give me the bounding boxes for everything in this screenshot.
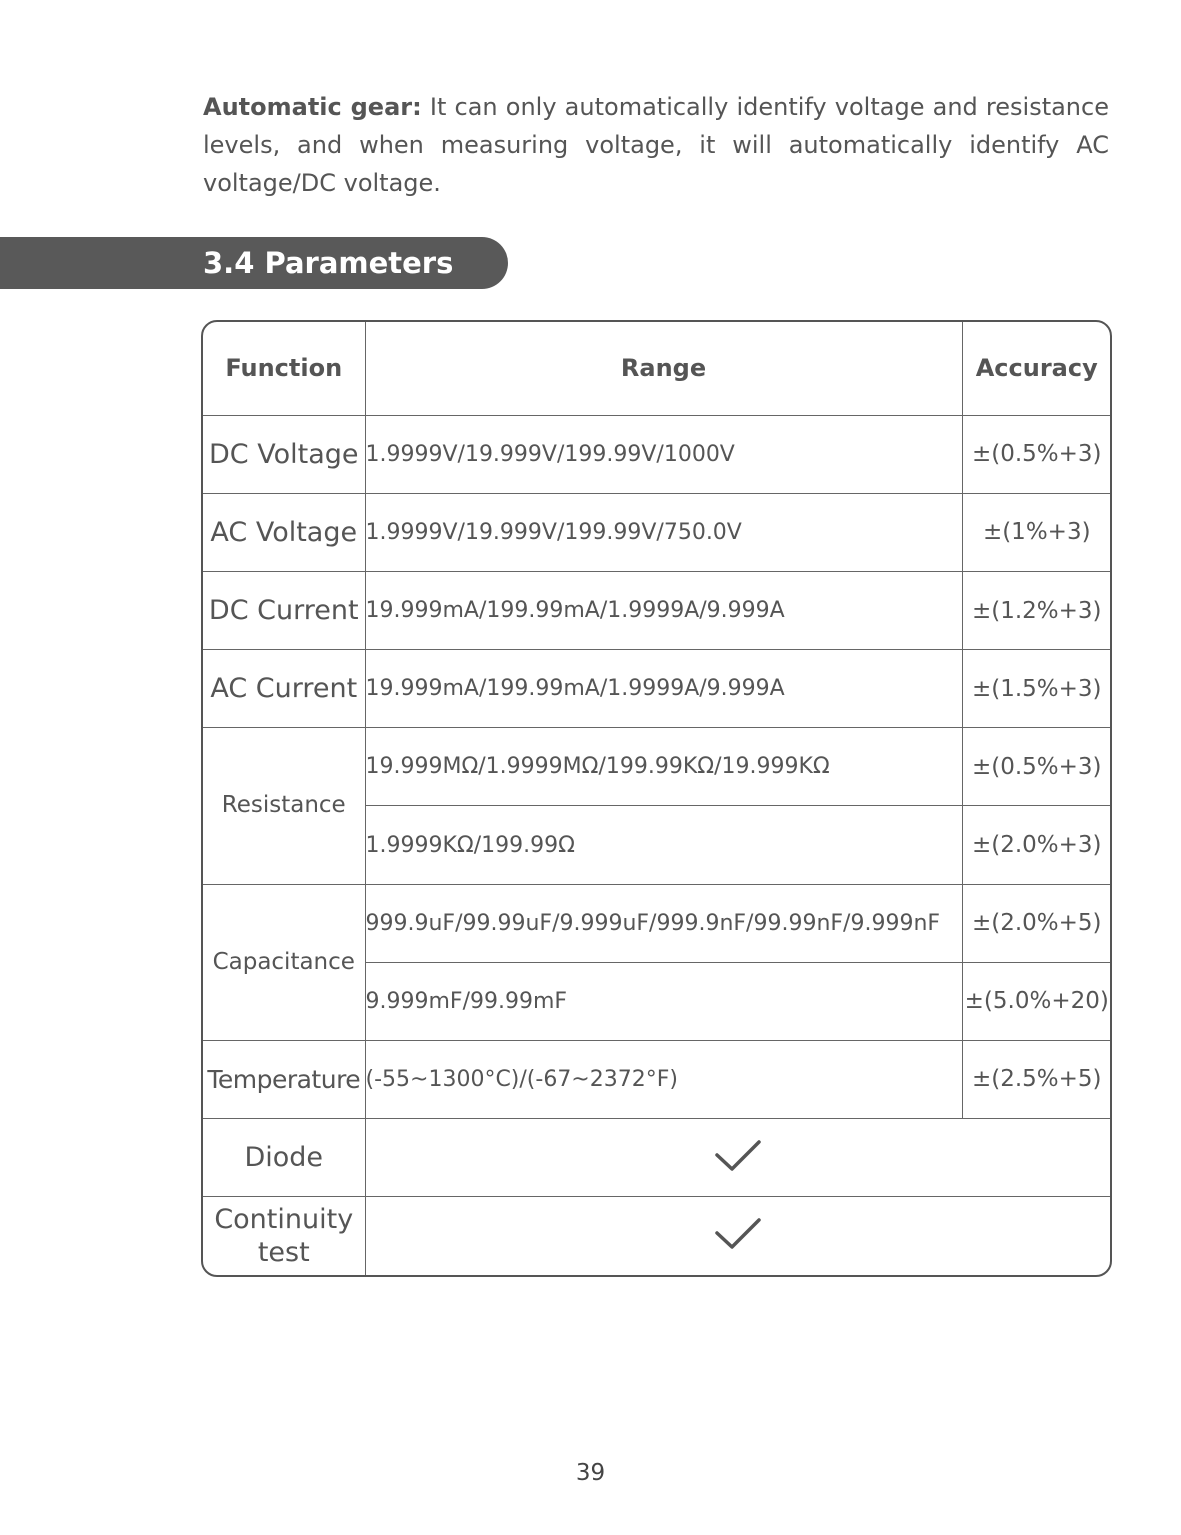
intro-text: It can only automatically identify voltage and resistance levels, and when measuring voltage, it will automatically identify AC voltage/DC voltage. — [203, 93, 1109, 197]
function-cell — [203, 1197, 365, 1275]
function-cell: DC Voltage — [203, 415, 365, 493]
table-row — [203, 884, 1111, 962]
parameters-grid — [203, 322, 1111, 1275]
table-header-row — [203, 322, 1111, 415]
function-cell: Resistance — [203, 728, 365, 884]
supported-cell — [365, 1119, 1111, 1197]
section-header-bar — [0, 237, 508, 289]
intro-paragraph — [203, 88, 1109, 202]
function-cell: Diode — [203, 1119, 365, 1197]
function-cell: AC Current — [203, 650, 365, 728]
function-cell: Temperature — [203, 1040, 365, 1118]
function-line: Continuity — [214, 1204, 354, 1236]
table-row — [203, 493, 1111, 571]
checkmark-icon — [714, 1159, 762, 1178]
parameters-table — [201, 320, 1112, 1277]
table-row — [203, 1197, 1111, 1275]
function-line: test — [257, 1237, 310, 1269]
accuracy-cell: ±(0.5%+3) — [962, 415, 1111, 493]
table-row — [203, 728, 1111, 806]
header-function: Function — [203, 322, 365, 415]
table-row — [203, 572, 1111, 650]
table-row — [203, 1040, 1111, 1118]
function-cell: DC Current — [203, 572, 365, 650]
range-cell: 19.999mA/199.99mA/1.9999A/9.999A — [365, 572, 962, 650]
accuracy-cell: ±(2.5%+5) — [962, 1040, 1111, 1118]
range-cell: 19.999mA/199.99mA/1.9999A/9.999A — [365, 650, 962, 728]
header-accuracy: Accuracy — [962, 322, 1111, 415]
accuracy-cell: ±(2.0%+3) — [962, 806, 1111, 884]
accuracy-cell: ±(1.2%+3) — [962, 572, 1111, 650]
range-cell: 1.9999V/19.999V/199.99V/1000V — [365, 415, 962, 493]
page-number: 39 — [575, 1460, 606, 1486]
range-cell: 999.9uF/99.99uF/9.999uF/999.9nF/99.99nF/9.999nF — [365, 884, 962, 962]
range-cell: (-55~1300°C)/(-67~2372°F) — [365, 1040, 962, 1118]
intro-lead: Automatic gear: — [203, 93, 422, 121]
header-range: Range — [365, 322, 962, 415]
accuracy-cell: ±(5.0%+20) — [962, 962, 1111, 1040]
range-cell: 9.999mF/99.99mF — [365, 962, 962, 1040]
accuracy-cell: ±(1.5%+3) — [962, 650, 1111, 728]
table-row — [203, 650, 1111, 728]
range-cell: 1.9999V/19.999V/199.99V/750.0V — [365, 493, 962, 571]
function-cell: Capacitance — [203, 884, 365, 1040]
supported-cell — [365, 1197, 1111, 1275]
section-title: 3.4 Parameters — [203, 246, 454, 280]
table-row — [203, 415, 1111, 493]
accuracy-cell: ±(0.5%+3) — [962, 728, 1111, 806]
function-cell: AC Voltage — [203, 493, 365, 571]
table-row — [203, 1119, 1111, 1197]
accuracy-cell: ±(2.0%+5) — [962, 884, 1111, 962]
range-cell: 19.999MΩ/1.9999MΩ/199.99KΩ/19.999KΩ — [365, 728, 962, 806]
range-cell: 1.9999KΩ/199.99Ω — [365, 806, 962, 884]
checkmark-icon — [714, 1237, 762, 1256]
accuracy-cell: ±(1%+3) — [962, 493, 1111, 571]
